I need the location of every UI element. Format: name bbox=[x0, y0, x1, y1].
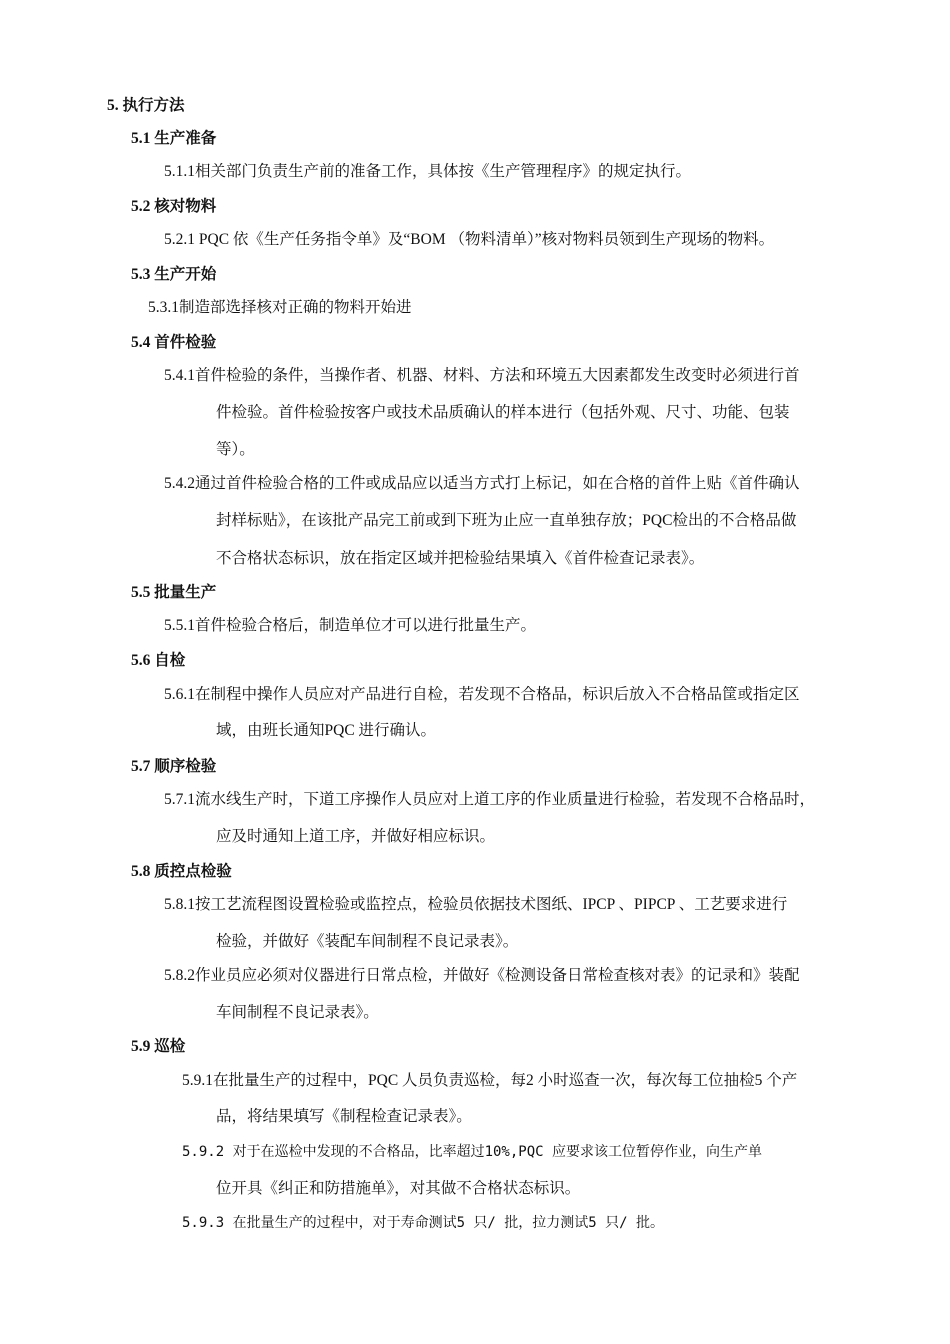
subsection-heading-5-8: 5.8 质控点检验 bbox=[131, 863, 232, 880]
subsection-heading-5-1: 5.1 生产准备 bbox=[131, 130, 217, 147]
subsection-heading-5-2: 5.2 核对物料 bbox=[131, 198, 217, 215]
subsection-heading-5-9: 5.9 巡检 bbox=[131, 1038, 186, 1055]
paragraph-5-4-1-line2: 件检验。首件检验按客户或技术品质确认的样本进行（包括外观、尺寸、功能、包装 bbox=[216, 404, 790, 421]
paragraph-5-7-1-line2: 应及时通知上道工序，并做好相应标识。 bbox=[216, 828, 496, 845]
paragraph-5-1-1: 5.1.1相关部门负责生产前的准备工作，具体按《生产管理程序》的规定执行。 bbox=[164, 163, 692, 180]
paragraph-5-4-2-line1: 5.4.2通过首件检验合格的工件或成品应以适当方式打上标记，如在合格的首件上贴《首件确认 bbox=[164, 475, 800, 492]
paragraph-5-8-1-line1: 5.8.1按工艺流程图设置检验或监控点，检验员依据技术图纸、IPCP 、PIPCP 、工艺要求进行 bbox=[164, 896, 788, 913]
subsection-heading-5-4: 5.4 首件检验 bbox=[131, 334, 217, 351]
paragraph-5-4-1-line3: 等）。 bbox=[216, 441, 255, 458]
paragraph-5-3-1: 5.3.1制造部选择核对正确的物料开始进 bbox=[148, 299, 412, 316]
paragraph-5-9-3: 5.9.3 在批量生产的过程中，对于寿命测试5 只/ 批，拉力测试5 只/ 批。 bbox=[182, 1215, 665, 1231]
subsection-heading-5-3: 5.3 生产开始 bbox=[131, 266, 217, 283]
paragraph-5-9-1-line1: 5.9.1在批量生产的过程中，PQC 人员负责巡检，每2 小时巡查一次，每次每工位抽检5 个产 bbox=[182, 1072, 798, 1089]
subsection-heading-5-7: 5.7 顺序检验 bbox=[131, 758, 217, 775]
paragraph-5-8-2-line2: 车间制程不良记录表》。 bbox=[216, 1004, 379, 1021]
paragraph-5-4-2-line2: 封样标贴》，在该批产品完工前或到下班为止应一直单独存放；PQC检出的不合格品做 bbox=[216, 512, 797, 529]
paragraph-5-6-1-line2: 域，由班长通知PQC 进行确认。 bbox=[216, 722, 437, 739]
paragraph-5-5-1: 5.5.1首件检验合格后，制造单位才可以进行批量生产。 bbox=[164, 617, 537, 634]
section-heading: 5. 执行方法 bbox=[107, 97, 185, 114]
paragraph-5-2-1: 5.2.1 PQC 依《生产任务指令单》及“BOM （物料清单）”核对物料员领到生产现场的物料。 bbox=[164, 231, 775, 248]
paragraph-5-8-1-line2: 检验，并做好《装配车间制程不良记录表》。 bbox=[216, 933, 519, 950]
paragraph-5-4-1-line1: 5.4.1首件检验的条件，当操作者、机器、材料、方法和环境五大因素都发生改变时必须进行首 bbox=[164, 367, 800, 384]
subsection-heading-5-5: 5.5 批量生产 bbox=[131, 584, 217, 601]
paragraph-5-4-2-line3: 不合格状态标识，放在指定区域并把检验结果填入《首件检查记录表》。 bbox=[216, 550, 705, 567]
subsection-heading-5-6: 5.6 自检 bbox=[131, 652, 186, 669]
paragraph-5-9-1-line2: 品，将结果填写《制程检查记录表》。 bbox=[216, 1108, 472, 1125]
paragraph-5-8-2-line1: 5.8.2作业员应必须对仪器进行日常点检，并做好《检测设备日常检查核对表》的记录和》装配 bbox=[164, 967, 800, 984]
paragraph-5-6-1-line1: 5.6.1在制程中操作人员应对产品进行自检，若发现不合格品，标识后放入不合格品筐或指定区 bbox=[164, 686, 800, 703]
paragraph-5-9-2-line2: 位开具《纠正和防措施单》，对其做不合格状态标识。 bbox=[216, 1180, 581, 1197]
paragraph-5-9-2-line1: 5.9.2 对于在巡检中发现的不合格品，比率超过10%,PQC 应要求该工位暂停作业，向生产单 bbox=[182, 1144, 762, 1160]
paragraph-5-7-1-line1: 5.7.1流水线生产时，下道工序操作人员应对上道工序的作业质量进行检验，若发现不合格品时， bbox=[164, 791, 816, 808]
